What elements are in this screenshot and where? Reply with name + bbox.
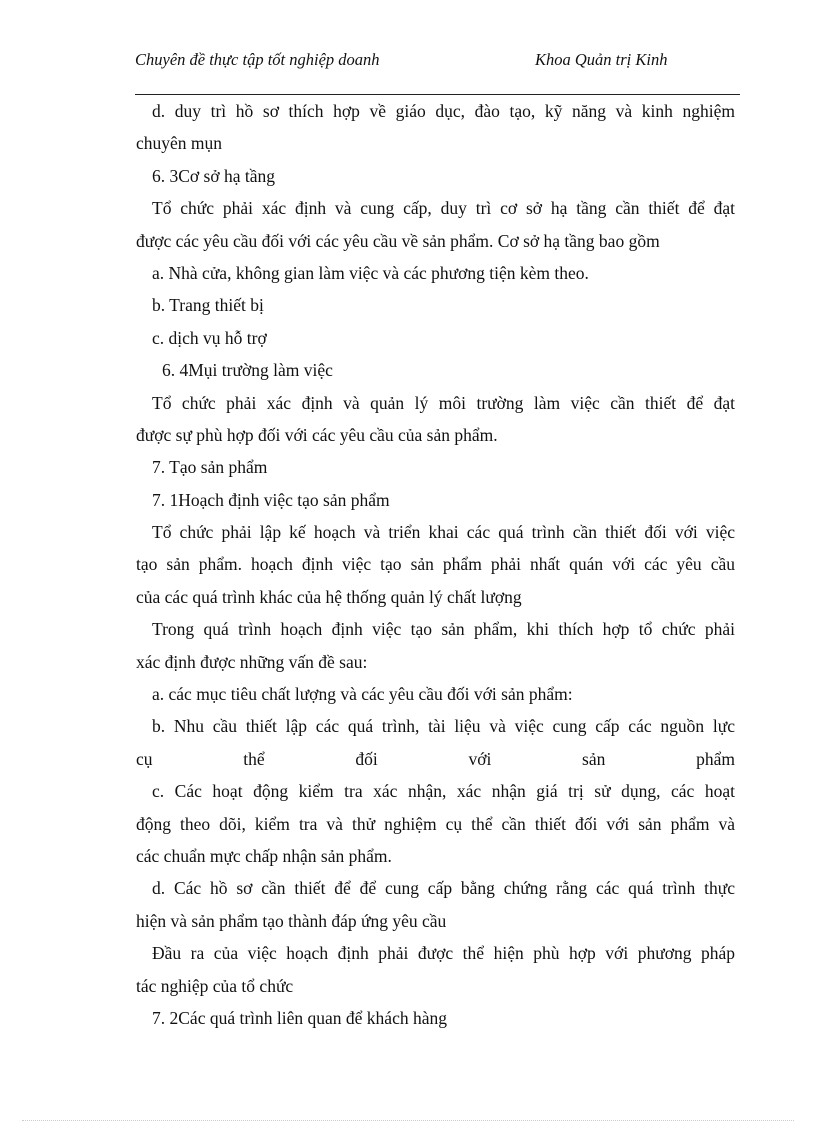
list-item: c. Các hoạt động kiểm tra xác nhận, xác nhận giá trị sử dụng, các hoạt — [152, 781, 735, 802]
header-right-text: Khoa Quản trị Kinh — [535, 50, 668, 69]
header-left-text: Chuyên đề thực tập tốt nghiệp doanh — [135, 50, 380, 69]
page-header — [135, 48, 740, 95]
text-line: Trong quá trình hoạch định việc tạo sản phẩm, khi thích hợp tổ chức phải — [152, 619, 735, 640]
text-line: được các yêu cầu đối với các yêu cầu về sản phẩm. Cơ sở hạ tầng bao gồm — [136, 230, 660, 251]
text-line: hiện và sản phẩm tạo thành đáp ứng yêu cầu — [136, 910, 447, 931]
document-body — [136, 95, 735, 1034]
section-heading: 6. 4Mụi trường làm việc — [162, 360, 333, 381]
section-heading: 7. 1Hoạch định việc tạo sản phẩm — [152, 489, 390, 510]
text-line: động theo dõi, kiểm tra và thử nghiệm cụ thể cần thiết đối với sản phẩm và — [136, 813, 735, 834]
text-line: tác nghiệp của tổ chức — [136, 975, 294, 996]
text-line: tạo sản phẩm. hoạch định việc tạo sản phẩm phải nhất quán với các yêu cầu — [136, 554, 735, 575]
text-line: Đầu ra của việc hoạch định phải được thể hiện phù hợp với phương pháp — [152, 943, 735, 964]
list-item: a. Nhà cửa, không gian làm việc và các phương tiện kèm theo. — [152, 262, 589, 283]
list-item: c. dịch vụ hỗ trợ — [152, 327, 267, 348]
text-line: Tổ chức phải lập kế hoạch và triển khai các quá trình cần thiết đối với việc — [152, 522, 735, 543]
section-heading: 7. Tạo sản phẩm — [152, 457, 268, 478]
text-line: được sự phù hợp đối với các yêu cầu của sản phẩm. — [136, 424, 498, 445]
list-item: b. Nhu cầu thiết lập các quá trình, tài liệu và việc cung cấp các nguồn lực — [152, 716, 735, 737]
list-item: a. các mục tiêu chất lượng và các yêu cầu đối với sản phẩm: — [152, 684, 573, 705]
text-line: xác định được những vấn đề sau: — [136, 651, 368, 672]
text-line: Tổ chức phải xác định và quản lý môi trường làm việc cần thiết để đạt — [152, 392, 735, 413]
page-bottom-divider — [22, 1120, 794, 1121]
text-line: cụ thể đối với sản phẩm — [136, 748, 735, 769]
section-heading: 7. 2Các quá trình liên quan để khách hàng — [152, 1007, 447, 1028]
section-heading: 6. 3Cơ sở hạ tầng — [152, 165, 276, 186]
list-item: b. Trang thiết bị — [152, 295, 264, 316]
text-line: Tổ chức phải xác định và cung cấp, duy trì cơ sở hạ tầng cần thiết để đạt — [152, 198, 735, 219]
list-item: d. Các hồ sơ cần thiết để để cung cấp bằng chứng rằng các quá trình thực — [152, 878, 735, 899]
text-line: các chuẩn mực chấp nhận sản phẩm. — [136, 845, 392, 866]
text-line: chuyên mụn — [136, 133, 223, 154]
text-line: d. duy trì hồ sơ thích hợp về giáo dục, đào tạo, kỹ năng và kinh nghiệm — [152, 101, 735, 121]
text-line: của các quá trình khác của hệ thống quản lý chất lượng — [136, 586, 522, 607]
